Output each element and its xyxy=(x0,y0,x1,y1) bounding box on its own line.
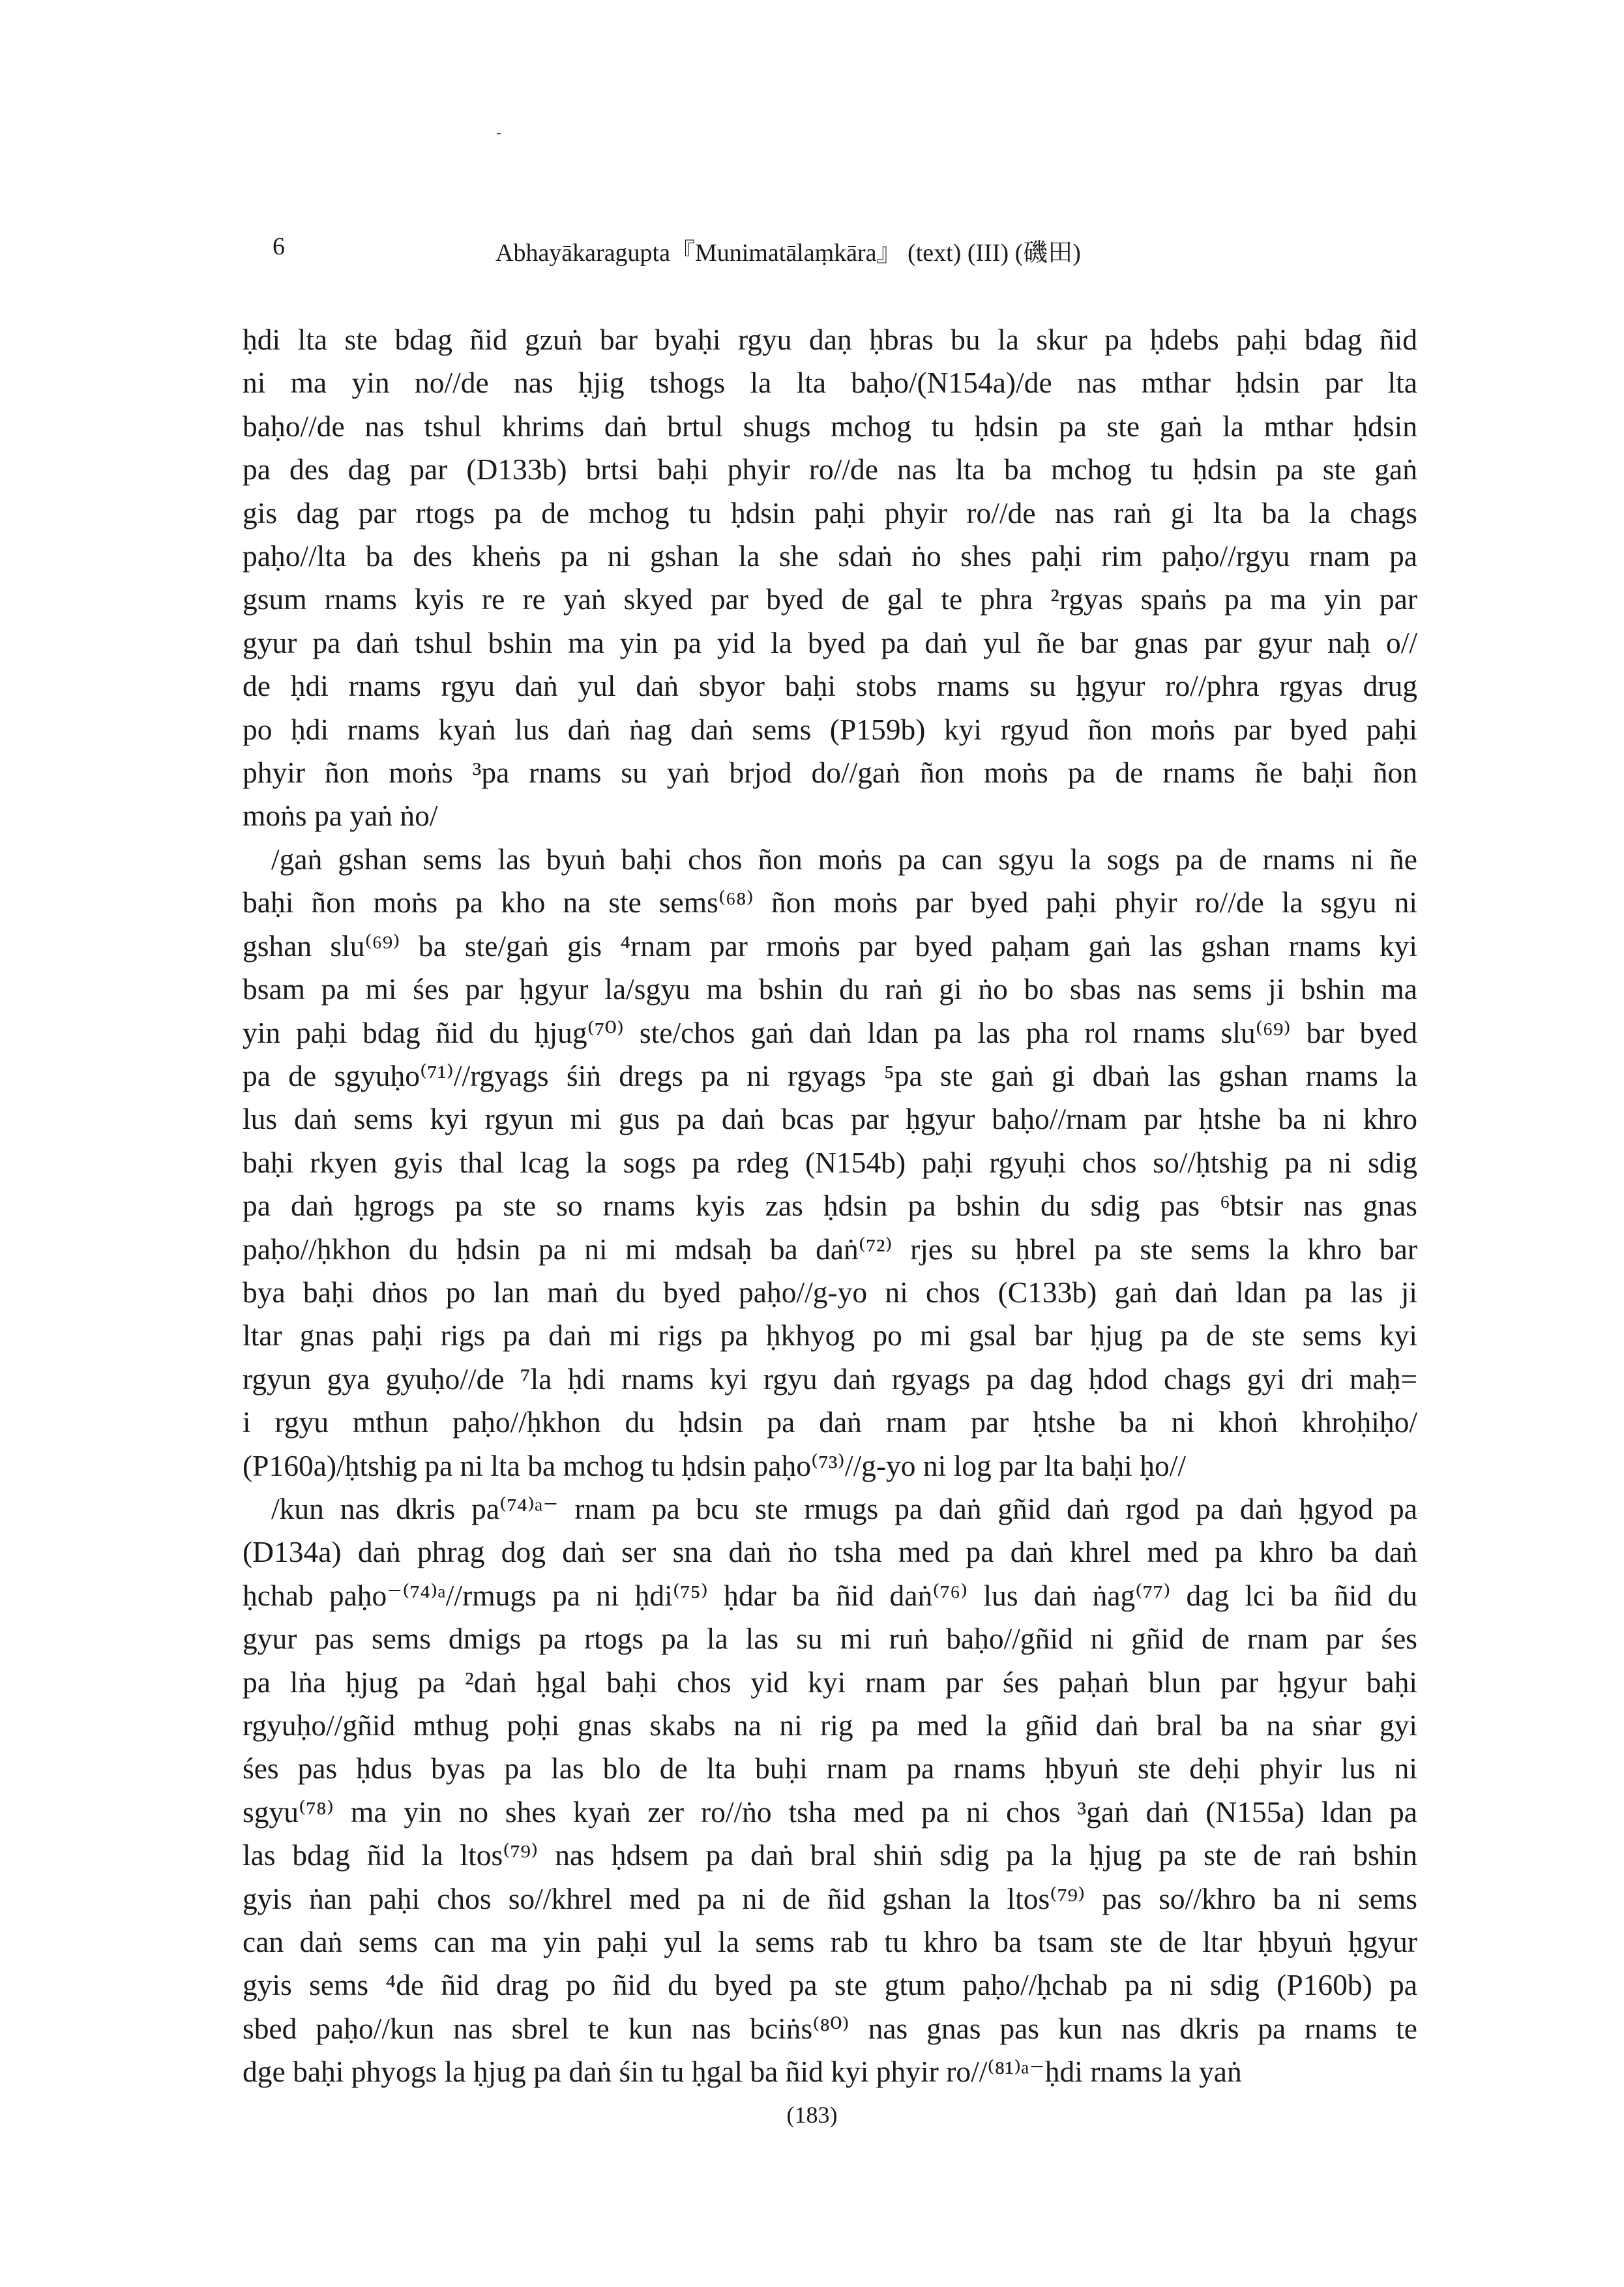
paragraph xyxy=(243,838,1417,1487)
text-line: śes pas ḥdus byas pa las blo de lta buḥi rnam pa rnams ḥbyuṅ ste deḥi phyir lus ni xyxy=(243,1752,1417,1786)
text-line: bya baḥi dṅos po lan maṅ du byed paḥo//g-yo ni chos (C133b) gaṅ daṅ ldan pa las ji xyxy=(243,1275,1417,1309)
text-line: pa daṅ ḥgrogs pa ste so rnams kyis zas ḥdsin pa bshin du sdig pas ⁶btsir nas gnas xyxy=(243,1189,1417,1223)
text-line: baḥi ñon moṅs pa kho na ste sems⁽⁶⁸⁾ ñon moṅs par byed paḥi phyir ro//de la sgyu ni xyxy=(243,886,1417,919)
text-line: gyur pas sems dmigs pa rtogs pa la las su mi ruṅ baḥo//gñid ni gñid de rnam par śes xyxy=(243,1622,1417,1656)
text-line: baḥi rkyen gyis thal lcag la sogs pa rdeg (N154b) paḥi rgyuḥi chos so//ḥtshig pa ni sdig xyxy=(243,1145,1417,1179)
text-line: ḥchab paḥo⁻⁽⁷⁴⁾ᵃ//rmugs pa ni ḥdi⁽⁷⁵⁾ ḥdar ba ñid daṅ⁽⁷⁶⁾ lus daṅ ṅag⁽⁷⁷⁾ dag lci ba ñid du xyxy=(243,1578,1417,1612)
text-line: yin paḥi bdag ñid du ḥjug⁽⁷⁰⁾ ste/chos gaṅ daṅ ldan pa las pha rol rnams slu⁽⁶⁹⁾ bar byed xyxy=(243,1015,1417,1049)
text-line: gshan slu⁽⁶⁹⁾ ba ste/gaṅ gis ⁴rnam par rmoṅs par byed paḥam gaṅ las gshan rnams kyi xyxy=(243,929,1417,963)
text-line: ltar gnas paḥi rigs pa daṅ mi rigs pa ḥkhyog po mi gsal bar ḥjug pa de ste sems kyi xyxy=(243,1319,1417,1353)
text-line: (D134a) daṅ phrag dog daṅ ser sna daṅ ṅo tsha med pa daṅ khrel med pa khro ba daṅ xyxy=(243,1535,1417,1569)
text-line: sgyu⁽⁷⁸⁾ ma yin no shes kyaṅ zer ro//ṅo tsha med pa ni chos ³gaṅ daṅ (N155a) ldan pa xyxy=(243,1795,1417,1829)
running-title: Abhayākaragupta『Munimatālaṃkāra』 (text) (III) (磯田) xyxy=(495,239,1081,267)
paragraph xyxy=(243,1487,1417,2094)
text-line: ḥdi lta ste bdag ñid gzuṅ bar byaḥi rgyu daṇ ḥbras bu la skur pa ḥdebs paḥi bdag ñid xyxy=(243,323,1417,356)
text-line: gis dag par rtogs pa de mchog tu ḥdsin paḥi phyir ro//de nas raṅ gi lta ba la chags xyxy=(243,496,1417,530)
text-line: sbed paḥo//kun nas sbrel te kun nas bciṅs⁽⁸⁰⁾ nas gnas pas kun nas dkris pa rnams te xyxy=(243,2011,1417,2045)
text-line: po ḥdi rnams kyaṅ lus daṅ ṅag daṅ sems (P159b) kyi rgyud ñon moṅs par byed paḥi xyxy=(243,712,1417,746)
text-line: rgyuḥo//gñid mthug poḥi gnas skabs na ni rig pa med la gñid daṅ bral ba na sṅar gyi xyxy=(243,1709,1417,1742)
text-line: de ḥdi rnams rgyu daṅ yul daṅ sbyor baḥi stobs rnams su ḥgyur ro//phra rgyas drug xyxy=(243,669,1417,703)
text-line: /kun nas dkris pa⁽⁷⁴⁾ᵃ⁻ rnam pa bcu ste rmugs pa daṅ gñid daṅ rgod pa daṅ ḥgyod pa xyxy=(271,1491,1417,1525)
text-line: dge baḥi phyogs la ḥjug pa daṅ śin tu ḥgal ba ñid kyi phyir ro//⁽⁸¹⁾ᵃ⁻ḥdi rnams la yaṅ xyxy=(243,2055,1242,2089)
text-line: paḥo//lta ba des kheṅs pa ni gshan la she sdaṅ ṅo shes paḥi rim paḥo//rgyu rnam pa xyxy=(243,539,1417,573)
text-line: pa lṅa ḥjug pa ²daṅ ḥgal baḥi chos yid kyi rnam par śes paḥaṅ blun par ḥgyur baḥi xyxy=(243,1665,1417,1699)
text-line: ni ma yin no//de nas ḥjig tshogs la lta baḥo/(N154a)/de nas mthar ḥdsin par lta xyxy=(243,366,1417,400)
text-line: gyur pa daṅ tshul bshin ma yin pa yid la byed pa daṅ yul ñe bar gnas par gyur naḥ o// xyxy=(243,625,1417,659)
text-line: las bdag ñid la ltos⁽⁷⁹⁾ nas ḥdsem pa daṅ bral shiṅ sdig pa la ḥjug pa ste de raṅ bshin xyxy=(243,1838,1417,1872)
text-line: baḥo//de nas tshul khrims daṅ brtul shugs mchog tu ḥdsin pa ste gaṅ la mthar ḥdsin xyxy=(243,409,1417,443)
text-line: moṅs pa yaṅ ṅo/ xyxy=(243,799,438,833)
body-text xyxy=(243,318,1417,2094)
footer-page-label: (183) xyxy=(786,2102,838,2128)
text-line: /gaṅ gshan sems las byuṅ baḥi chos ñon moṅs pa can sgyu la sogs pa de rnams ni ñe xyxy=(271,842,1417,876)
text-line: gyis sems ⁴de ñid drag po ñid du byed pa ste gtum paḥo//ḥchab pa ni sdig (P160b) pa xyxy=(243,1968,1417,2002)
scan-speck xyxy=(497,133,501,134)
text-line: phyir ñon moṅs ³pa rnams su yaṅ brjod do//gaṅ ñon moṅs pa de rnams ñe baḥi ñon xyxy=(243,756,1417,790)
text-line: can daṅ sems can ma yin paḥi yul la sems rab tu khro ba tsam ste de ltar ḥbyuṅ ḥgyur xyxy=(243,1925,1417,1959)
text-line: pa de sgyuḥo⁽⁷¹⁾//rgyags śiṅ dregs pa ni rgyags ⁵pa ste gaṅ gi dbaṅ las gshan rnams la xyxy=(243,1058,1417,1092)
page-number: 6 xyxy=(273,233,285,260)
text-line: rgyun gya gyuḥo//de ⁷la ḥdi rnams kyi rgyu daṅ rgyags pa dag ḥdod chags gyi dri maḥ= xyxy=(243,1362,1417,1396)
text-line: bsam pa mi śes par ḥgyur la/sgyu ma bshin du raṅ gi ṅo bo sbas nas sems ji bshin ma xyxy=(243,972,1417,1006)
text-line: lus daṅ sems kyi rgyun mi gus pa daṅ bcas par ḥgyur baḥo//rnam par ḥtshe ba ni khro xyxy=(243,1102,1417,1136)
text-line: i rgyu mthun paḥo//ḥkhon du ḥdsin pa daṅ rnam par ḥtshe ba ni khoṅ khroḥiḥo/ xyxy=(243,1405,1417,1439)
text-line: paḥo//ḥkhon du ḥdsin pa ni mi mdsaḥ ba daṅ⁽⁷²⁾ rjes su ḥbrel pa ste sems la khro bar xyxy=(243,1232,1417,1266)
paragraph xyxy=(243,318,1417,838)
text-line: gyis ṅan paḥi chos so//khrel med pa ni de ñid gshan la ltos⁽⁷⁹⁾ pas so//khro ba ni sems xyxy=(243,1881,1417,1915)
text-line: pa des dag par (D133b) brtsi baḥi phyir ro//de nas lta ba mchog tu ḥdsin pa ste gaṅ xyxy=(243,453,1417,486)
text-line: gsum rnams kyis re re yaṅ skyed par byed de gal te phra ²rgyas spaṅs pa ma yin par xyxy=(243,582,1417,616)
text-line: (P160a)/ḥtshig pa ni lta ba mchog tu ḥdsin paḥo⁽⁷³⁾//g-yo ni log par lta baḥi ḥo// xyxy=(243,1448,1186,1482)
